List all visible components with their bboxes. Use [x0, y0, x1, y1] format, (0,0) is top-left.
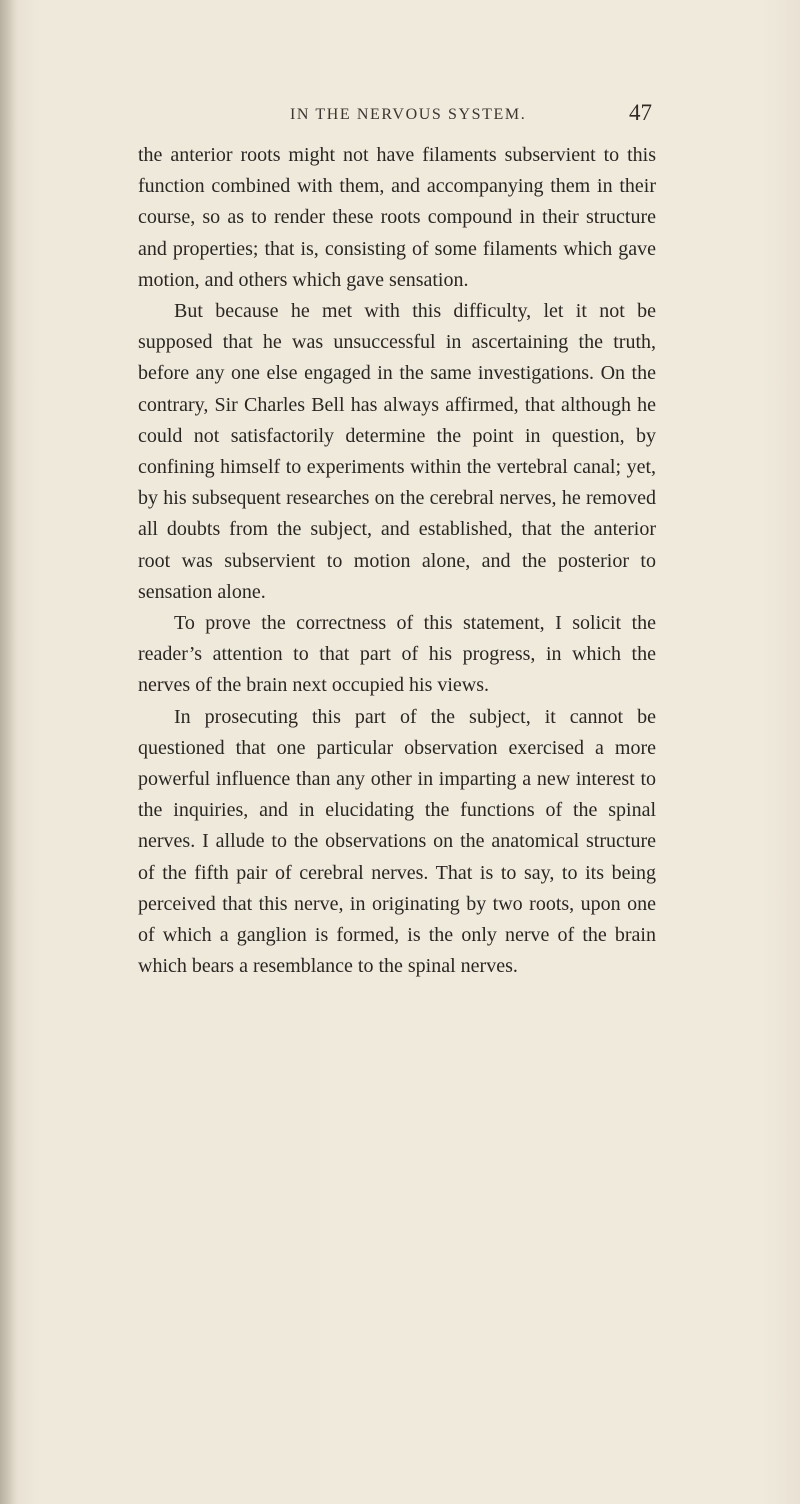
paragraph-1: the anterior roots might not have filaments subservient to this function combined with them, and accompanying them in their course, so as to render these roots compound in their structure and properties; that is, consisting of some filaments which gave motion, and others which gave sensation. — [138, 144, 656, 291]
paragraph-4: In prosecuting this part of the subject, it cannot be questioned that one particular observation exercised a more powerful influence than any other in imparting a new interest to the inquiries, and in elucidating the functions of the spinal nerves. I allude to the observations on the anatomical structure of the fifth pair of cerebral nerves. That is to say, to its being perceived that this nerve, in originating by two roots, upon one of which a ganglion is formed, is the only nerve of the brain which bears a resemblance to the spinal nerves. — [138, 705, 656, 978]
body-text — [138, 140, 656, 982]
page-number: 47 — [629, 100, 652, 125]
paragraph-2: But because he met with this difficulty, let it not be supposed that he was unsuccessful in ascertaining the truth, before any one else engaged in the same investigations. On the contrary, Sir Charles Bell has always affirmed, that although he could not satisfactorily determine the point in question, by confining himself to experiments within the vertebral canal; yet, by his subsequent researches on the cerebral nerves, he removed all doubts from the subject, and established, that the anterior root was subservient to motion alone, and the posterior to sensation alone. — [138, 300, 656, 603]
paragraph-3: To prove the correctness of this statement, I solicit the reader’s attention to that part of his progress, in which the nerves of the brain next occupied his views. — [138, 612, 656, 697]
page-header — [140, 100, 652, 130]
binding-gutter-shadow — [0, 0, 18, 1504]
running-head: IN THE NERVOUS SYSTEM. — [290, 106, 527, 123]
